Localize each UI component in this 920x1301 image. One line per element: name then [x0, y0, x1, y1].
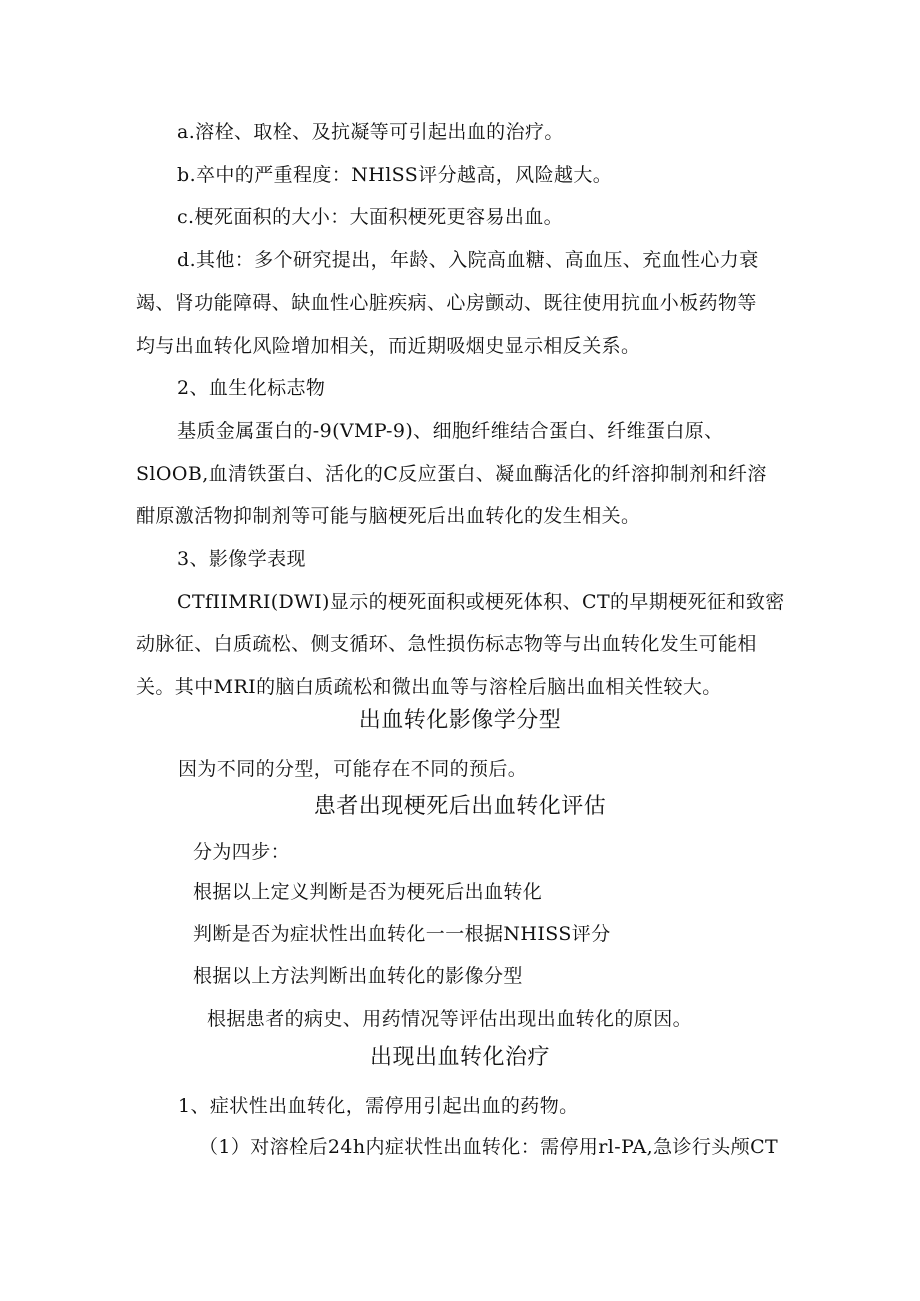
factor-d: d.其他：多个研究提出，年龄、入院高血糖、高血压、充血性心力衰	[177, 249, 759, 271]
typing-text: 因为不同的分型，可能存在不同的预后。	[178, 758, 528, 780]
heading-treatment: 出现出血转化治疗	[369, 1045, 550, 1070]
assessment-step-2: 判断是否为症状性出血转化一一根据NHISS评分	[193, 923, 611, 945]
factor-d-cont-1: 竭、肾功能障碍、缺血性心脏疾病、心房颤动、既往使用抗血小板药物等	[136, 292, 757, 314]
biomarkers-line-1: 基质金属蛋白的-9(VMP-9)、细胞纤维结合蛋白、纤维蛋白原、	[177, 420, 724, 442]
imaging-line-1: CTfIIMRI(DWI)显示的梗死面积或梗死体积、CT的早期梗死征和致密	[177, 591, 785, 613]
section-heading-imaging: 3、影像学表现	[177, 548, 306, 570]
assessment-intro: 分为四步：	[193, 841, 291, 863]
biomarkers-line-2: SlOOB,血清铁蛋白、活化的C反应蛋白、凝血酶活化的纤溶抑制剂和纤溶	[136, 463, 767, 485]
factor-c: c.梗死面积的大小：大面积梗死更容易出血。	[177, 206, 564, 228]
heading-assessment: 患者出现梗死后出血转化评估	[313, 794, 607, 819]
assessment-step-4: 根据患者的病史、用药情况等评估出现出血转化的原因。	[207, 1008, 693, 1030]
heading-imaging-typing: 出血转化影像学分型	[358, 708, 562, 733]
section-heading-biomarkers: 2、血生化标志物	[177, 377, 326, 399]
factor-b: b.卒中的严重程度：NHlSS评分越高，风险越大。	[177, 164, 613, 186]
assessment-step-1: 根据以上定义判断是否为梗死后出血转化	[193, 881, 543, 903]
treatment-line-1: 1、症状性出血转化，需停用引起出血的药物。	[178, 1095, 579, 1117]
treatment-line-2: （1）对溶栓后24h内症状性出血转化：需停用rl-PA,急诊行头颅CT	[199, 1136, 779, 1158]
imaging-line-3: 关。其中MRI的脑白质疏松和微出血等与溶栓后脑出血相关性较大。	[136, 676, 722, 698]
assessment-step-3: 根据以上方法判断出血转化的影像分型	[193, 965, 523, 987]
biomarkers-line-3: 酣原激活物抑制剂等可能与脑梗死后出血转化的发生相关。	[136, 505, 641, 527]
factor-d-cont-2: 均与出血转化风险增加相关，而近期吸烟史显示相反关系。	[136, 335, 641, 357]
imaging-line-2: 动脉征、白质疏松、侧支循环、急性损伤标志物等与出血转化发生可能相	[136, 633, 757, 655]
factor-a: a.溶栓、取栓、及抗凝等可引起出血的治疗。	[177, 121, 564, 143]
